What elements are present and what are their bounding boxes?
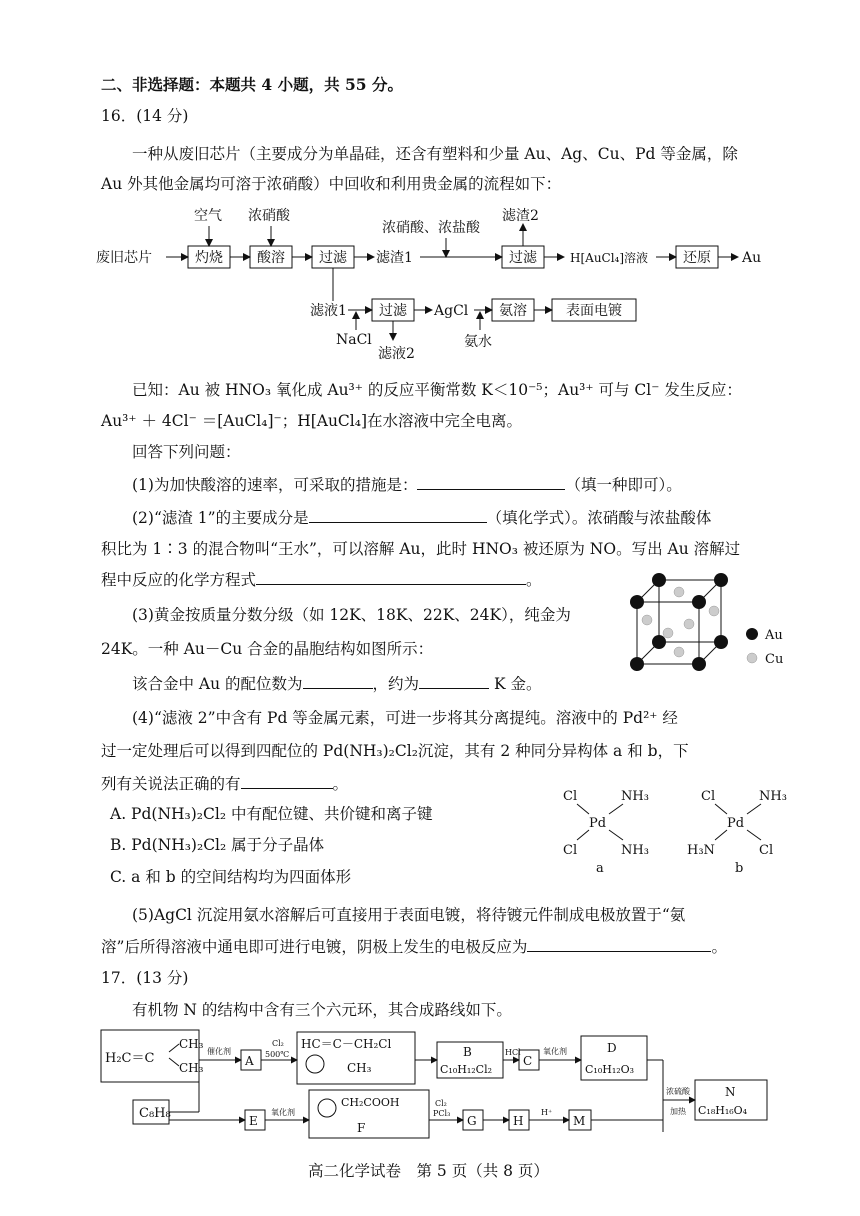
q16-part2-line2: 积比为 1∶3 的混合物叫“王水”，可以溶解 Au，此时 HNO₃ 被还原为 NO。写出 Au 溶解过 — [101, 540, 741, 558]
route-B-formula: C₁₀H₁₂Cl₂ — [440, 1063, 492, 1076]
q16-part4-period: 。 — [332, 775, 349, 793]
q16-part4: (4)“滤液 2”中含有 Pd 等金属元素，可进一步将其分离提纯。溶液中的 Pd²⁺ 经 — [132, 709, 678, 727]
isomer-b-h3n: H₃N — [687, 843, 715, 858]
flow-burn: 灼烧 — [195, 250, 223, 266]
q16-part3-coord-blank[interactable] — [303, 674, 373, 689]
route-oxidant-bottom: 氧化剂 — [271, 1108, 295, 1117]
q16-part3-approx: ，约为 — [372, 675, 420, 693]
q16-part4-blank[interactable] — [241, 774, 333, 789]
route-N: N — [725, 1085, 736, 1099]
flow-ammonia-dissolve: 氨溶 — [499, 303, 527, 319]
flow-filter-3: 过滤 — [379, 303, 407, 319]
route-pcl3: PCl₃ — [433, 1109, 451, 1118]
route-H: H — [513, 1114, 524, 1128]
route-E: E — [249, 1114, 258, 1128]
flow-plating: 表面电镀 — [566, 303, 622, 319]
q16-part5-blank[interactable] — [527, 937, 711, 952]
q16-part3-line2: 24K。一种 Au－Cu 合金的晶胞结构如图所示： — [101, 640, 434, 658]
route-h2so4: 浓硫酸 — [666, 1087, 690, 1096]
route-hplus: H⁺ — [541, 1108, 553, 1117]
route-oxidant-top: 氧化剂 — [543, 1047, 567, 1056]
page-footer: 高二化学试卷 第 5 页（共 8 页） — [308, 1162, 549, 1180]
isomer-a-cl-top: Cl — [563, 789, 578, 804]
flow-filter-1: 过滤 — [319, 250, 347, 266]
q16-part2-blank[interactable] — [309, 508, 487, 523]
route-catalyst: 催化剂 — [207, 1047, 231, 1056]
q16-option-c: C. a 和 b 的空间结构均为四面体形 — [110, 868, 352, 886]
route-B: B — [463, 1045, 472, 1059]
isomer-b-cl-top: Cl — [701, 789, 716, 804]
q16-part3-coord-label: 该合金中 Au 的配位数为 — [132, 675, 303, 693]
q16-part2-line3 — [101, 569, 542, 591]
q16-part4-label: 列有关说法正确的有 — [101, 775, 241, 793]
route-hcl: HCl — [505, 1048, 521, 1057]
q16-part5: (5)AgCl 沉淀用氨水溶解后可直接用于表面电镀，将待镀元件制成电极放置于“氨 — [132, 906, 686, 924]
route-D: D — [607, 1041, 617, 1055]
q16-known-1: 已知：Au 被 HNO₃ 氧化成 Au³⁺ 的反应平衡常数 K＜10⁻⁵；Au³⁺ 可与 Cl⁻ 发生反应： — [132, 381, 742, 399]
isomer-b-nh3-top: NH₃ — [759, 789, 787, 804]
flow-filtrate2: 滤液2 — [378, 346, 415, 362]
flow-agcl: AgCl — [434, 303, 469, 319]
route-allyl: HC＝C－CH₂Cl — [301, 1037, 392, 1051]
flow-filtrate1: 滤液1 — [310, 303, 347, 319]
legend-cu: Cu — [765, 652, 784, 667]
q16-part2-eq-label: 程中反应的化学方程式 — [101, 571, 257, 589]
route-ch3-bottom: CH₃ — [179, 1061, 204, 1075]
q16-intro-1: 一种从废旧芯片（主要成分为单晶硅，还含有塑料和少量 Au、Ag、Cu、Pd 等金属，除 — [132, 145, 738, 163]
legend-au-dot — [746, 628, 758, 640]
crystal-cell-diagram — [625, 570, 815, 676]
isomer-structures — [555, 782, 795, 880]
flow-residue1: 滤渣1 — [376, 250, 413, 266]
section-title: 二、非选择题：本题共 4 小题，共 55 分。 — [101, 75, 403, 94]
route-N-formula: C₁₈H₁₆O₄ — [698, 1104, 748, 1117]
q17-header: 17．(13 分) — [101, 969, 189, 987]
q16-part2-text: (2)“滤渣 1”的主要成分是 — [132, 509, 309, 527]
route-M: M — [573, 1114, 586, 1128]
route-D-formula: C₁₀H₁₂O₃ — [585, 1063, 635, 1076]
q16-part3-karat-suffix: K 金。 — [489, 675, 542, 693]
q16-header: 16．(14 分) — [101, 107, 189, 125]
isomer-a-cl-bottom: Cl — [563, 843, 578, 858]
flow-filter-2: 过滤 — [509, 250, 537, 266]
route-A: A — [245, 1054, 254, 1068]
isomer-a-pd: Pd — [589, 816, 607, 831]
isomer-a-label: a — [596, 861, 604, 876]
q16-known-2: Au³⁺ ＋ 4Cl⁻ ＝[AuCl₄]⁻；H[AuCl₄]在水溶液中完全电离。 — [101, 412, 523, 430]
q16-part3: (3)黄金按质量分数分级（如 12K、18K、22K、24K），纯金为 — [132, 606, 571, 624]
q16-option-a: A. Pd(NH₃)₂Cl₂ 中有配位键、共价键和离子键 — [110, 805, 433, 823]
q16-part1 — [132, 474, 682, 496]
q16-part2 — [132, 507, 711, 529]
route-G: G — [467, 1114, 477, 1128]
route-cl2-top: Cl₂ — [272, 1039, 284, 1048]
q16-intro-2: Au 外其他金属均可溶于浓硝酸）中回收和利用贵金属的流程如下： — [101, 175, 562, 193]
isomer-a-nh3-top: NH₃ — [621, 789, 649, 804]
flow-aqua-regia: 浓硝酸、浓盐酸 — [382, 220, 480, 236]
isomer-a-nh3-bottom: NH₃ — [621, 843, 649, 858]
flow-start: 废旧芯片 — [96, 250, 152, 266]
route-allyl-ch3: CH₃ — [347, 1061, 372, 1075]
isomer-b-label: b — [735, 861, 744, 876]
route-c8h8: C₈H₈ — [139, 1106, 171, 1121]
q16-part5-period: 。 — [711, 938, 727, 956]
route-ch3-top: CH₃ — [179, 1037, 204, 1051]
q16-part1-text: (1)为加快酸溶的速率，可采取的措施是： — [132, 476, 418, 494]
q16-flow-diagram — [90, 196, 790, 364]
flow-nacl: NaCl — [336, 332, 372, 348]
q16-part5-label: 溶”后所得溶液中通电即可进行电镀，阴极上发生的电极反应为 — [101, 938, 528, 956]
route-temp: 500℃ — [265, 1050, 290, 1059]
legend-cu-dot — [747, 653, 757, 663]
route-F-group: CH₂COOH — [341, 1096, 400, 1109]
flow-ammonia: 氨水 — [464, 334, 492, 350]
route-C: C — [523, 1054, 533, 1068]
flow-haucl4: H[AuCl₄]溶液 — [570, 251, 649, 265]
isomer-b-pd: Pd — [727, 816, 745, 831]
q16-answer-prompt: 回答下列问题： — [132, 443, 241, 461]
q16-part1-blank[interactable] — [417, 475, 565, 490]
q17-synthesis-route — [95, 1024, 775, 1146]
q16-part2-eq-blank[interactable] — [256, 570, 526, 585]
q16-part2-period: 。 — [526, 571, 542, 589]
q16-part4-line3 — [101, 773, 348, 795]
route-F: F — [357, 1121, 366, 1135]
cu-atoms — [642, 587, 719, 657]
q16-part3-karat-blank[interactable] — [419, 674, 489, 689]
q16-part4-line2: 过一定处理后可以得到四配位的 Pd(NH₃)₂Cl₂沉淀，其有 2 种同分异构体 a 和 b，下 — [101, 742, 689, 760]
flow-air: 空气 — [194, 208, 222, 224]
flow-conc-hno3: 浓硝酸 — [248, 208, 290, 224]
flow-residue2: 滤渣2 — [502, 208, 539, 224]
route-heat: 加热 — [670, 1107, 686, 1116]
flow-reduce: 还原 — [683, 250, 711, 266]
route-reactant: H₂C＝C — [105, 1051, 155, 1066]
route-cl2-bottom: Cl₂ — [435, 1099, 447, 1108]
q16-option-b: B. Pd(NH₃)₂Cl₂ 属于分子晶体 — [110, 836, 325, 854]
flow-au: Au — [742, 250, 762, 266]
q16-part1-suffix: （填一种即可）。 — [565, 476, 682, 494]
q17-intro: 有机物 N 的结构中含有三个六元环，其合成路线如下。 — [132, 1001, 512, 1019]
flow-acid-dissolve: 酸溶 — [257, 250, 285, 266]
q16-part5-line2 — [101, 936, 727, 958]
q16-part2-suffix: （填化学式）。浓硝酸与浓盐酸体 — [486, 509, 712, 527]
legend-au: Au — [765, 628, 783, 643]
isomer-b-cl-bottom: Cl — [759, 843, 774, 858]
q16-part3-line3 — [132, 673, 541, 695]
